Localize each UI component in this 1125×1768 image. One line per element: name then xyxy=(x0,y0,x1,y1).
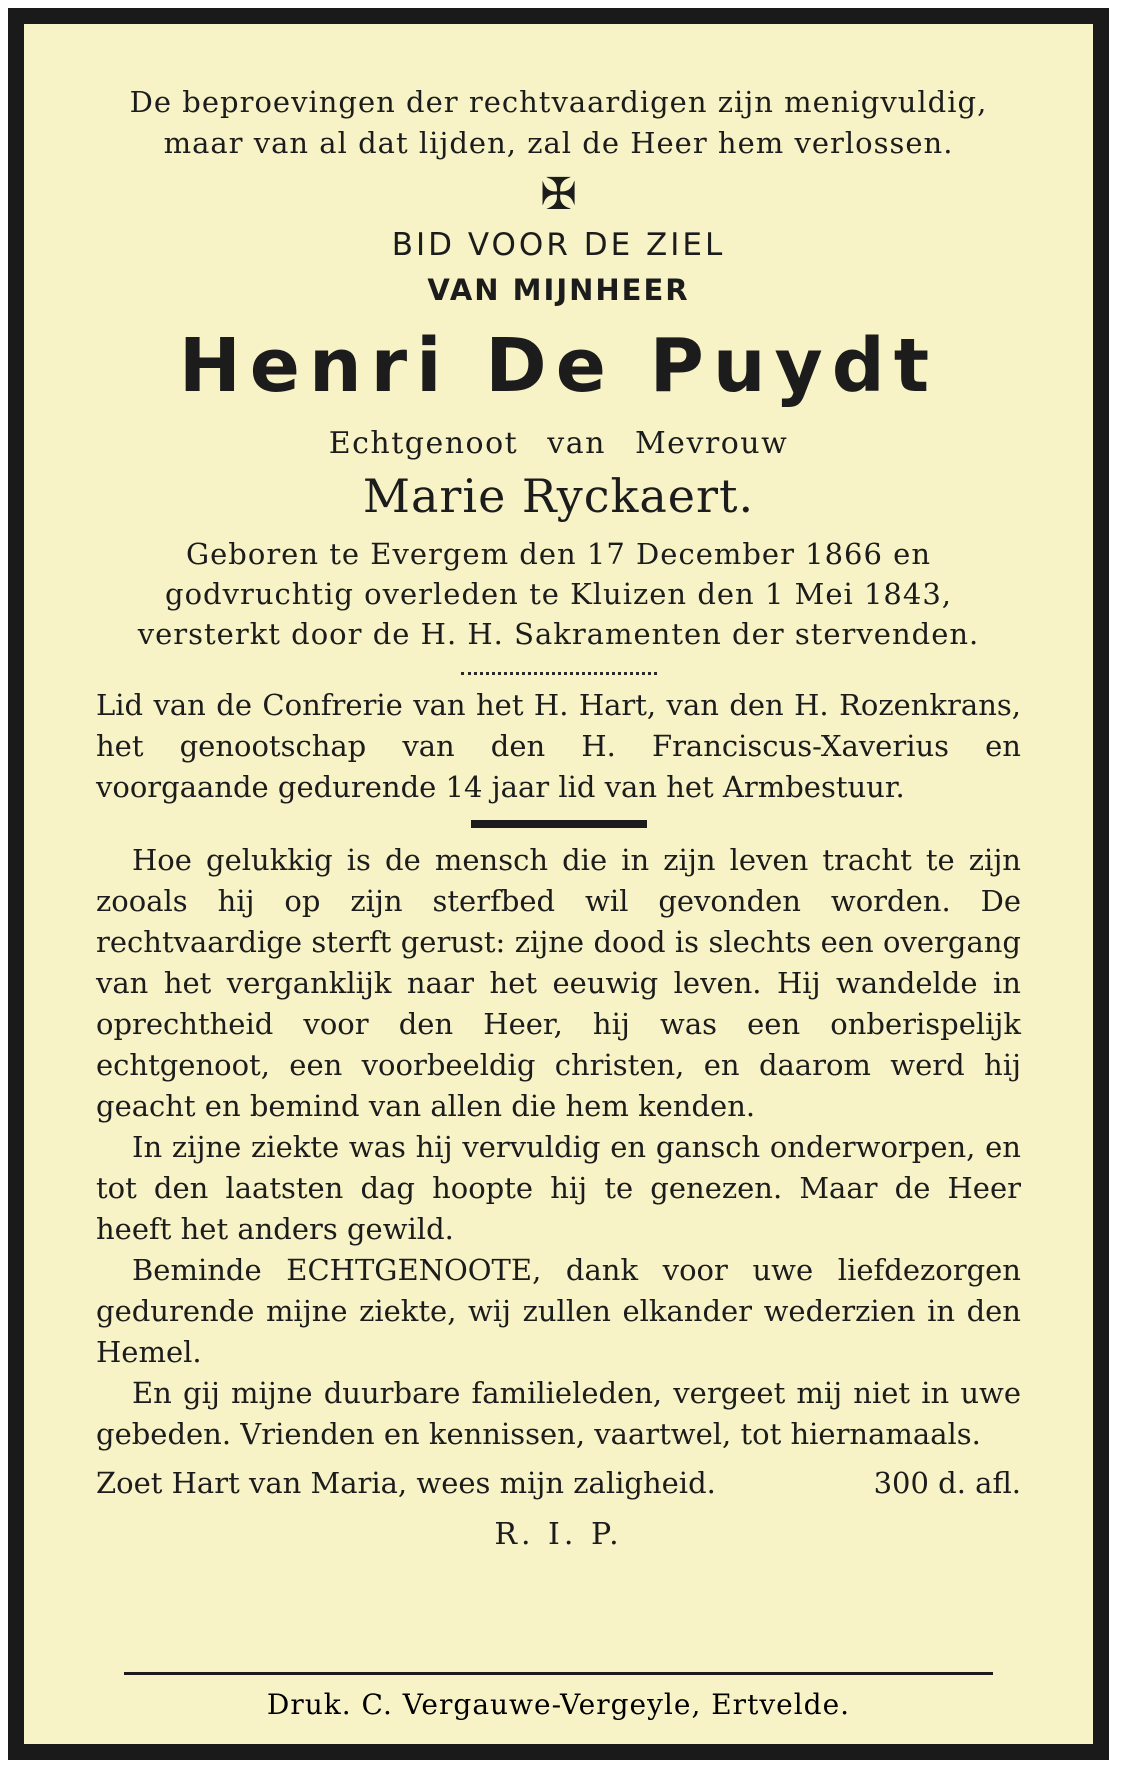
dotted-divider xyxy=(461,672,657,675)
spouse-label: Echtgenoot van Mevrouw xyxy=(328,426,789,461)
eulogy-paragraph: En gij mijne duurbare familieleden, vergeet mij niet in uwe gebeden. Vrienden en kennissen, vaartwel, tot hiernamaals. xyxy=(96,1376,1021,1451)
prayer-title: VAN MIJNHEER xyxy=(427,273,690,307)
birth-death-details xyxy=(96,534,1021,654)
sacrament-line: versterkt door de H. H. Sakramenten der stervenden. xyxy=(137,617,980,651)
epigraph-line: maar van al dat lijden, zal de Heer hem verlossen. xyxy=(163,126,954,160)
prayer-request: BID VOOR DE ZIEL xyxy=(391,227,726,263)
eulogy-text xyxy=(96,840,1021,1455)
rip: R. I. P. xyxy=(494,1517,623,1552)
spouse-name: Marie Ryckaert. xyxy=(362,469,755,523)
bar-divider xyxy=(471,820,647,828)
maltese-cross-icon: ✠ xyxy=(540,169,577,220)
epigraph xyxy=(96,82,1021,164)
card-content xyxy=(24,24,1093,1744)
birth-line: Geboren te Evergem den 17 December 1866 en xyxy=(185,537,932,571)
eulogy-paragraph: Hoe gelukkig is de mensch die in zijn leven tracht te zijn zooals hij op zijn sterfbed wil gevonden worden. De rechtvaardige sterft gerust: zijne dood is slechts een overgang van het verganklijk naar het eeuwig leven. Hij wandelde in oprechtheid voor den Heer, hij was een onberispelijk echtgenoot, een voorbeeldig christen, en daarom werd hij geacht en bemind van allen die hem kenden. xyxy=(96,843,1021,1123)
deceased-name: Henri De Puydt xyxy=(178,323,939,409)
memorial-card xyxy=(8,8,1109,1760)
closing-line xyxy=(96,1463,1021,1504)
epigraph-line: De beproevingen der rechtvaardigen zijn menigvuldig, xyxy=(129,85,988,119)
eulogy-paragraph: Beminde ECHTGENOOTE, dank voor uwe liefdezorgen gedurende mijne ziekte, wij zullen elkander wederzien in den Hemel. xyxy=(96,1253,1021,1369)
membership-text: Lid van de Confrerie van het H. Hart, van den H. Rozenkrans, het genootschap van den H. Franciscus-Xaverius en voorgaande gedurende 14 jaar lid van het Armbestuur. xyxy=(96,688,1021,804)
death-line: godvruchtig overleden te Kluizen den 1 Mei 1843, xyxy=(165,577,952,611)
indulgence: 300 d. afl. xyxy=(873,1466,1021,1500)
eulogy-paragraph: In zijne ziekte was hij vervuldig en gansch onderworpen, en tot den laatsten dag hoopte hij te genezen. Maar de Heer heeft het anders gewild. xyxy=(96,1130,1021,1246)
closing-prayer: Zoet Hart van Maria, wees mijn zaligheid. xyxy=(96,1466,716,1500)
printer-credit: Druk. C. Vergauwe-Vergeyle, Ertvelde. xyxy=(266,1688,851,1721)
footer-rule xyxy=(124,1672,993,1675)
